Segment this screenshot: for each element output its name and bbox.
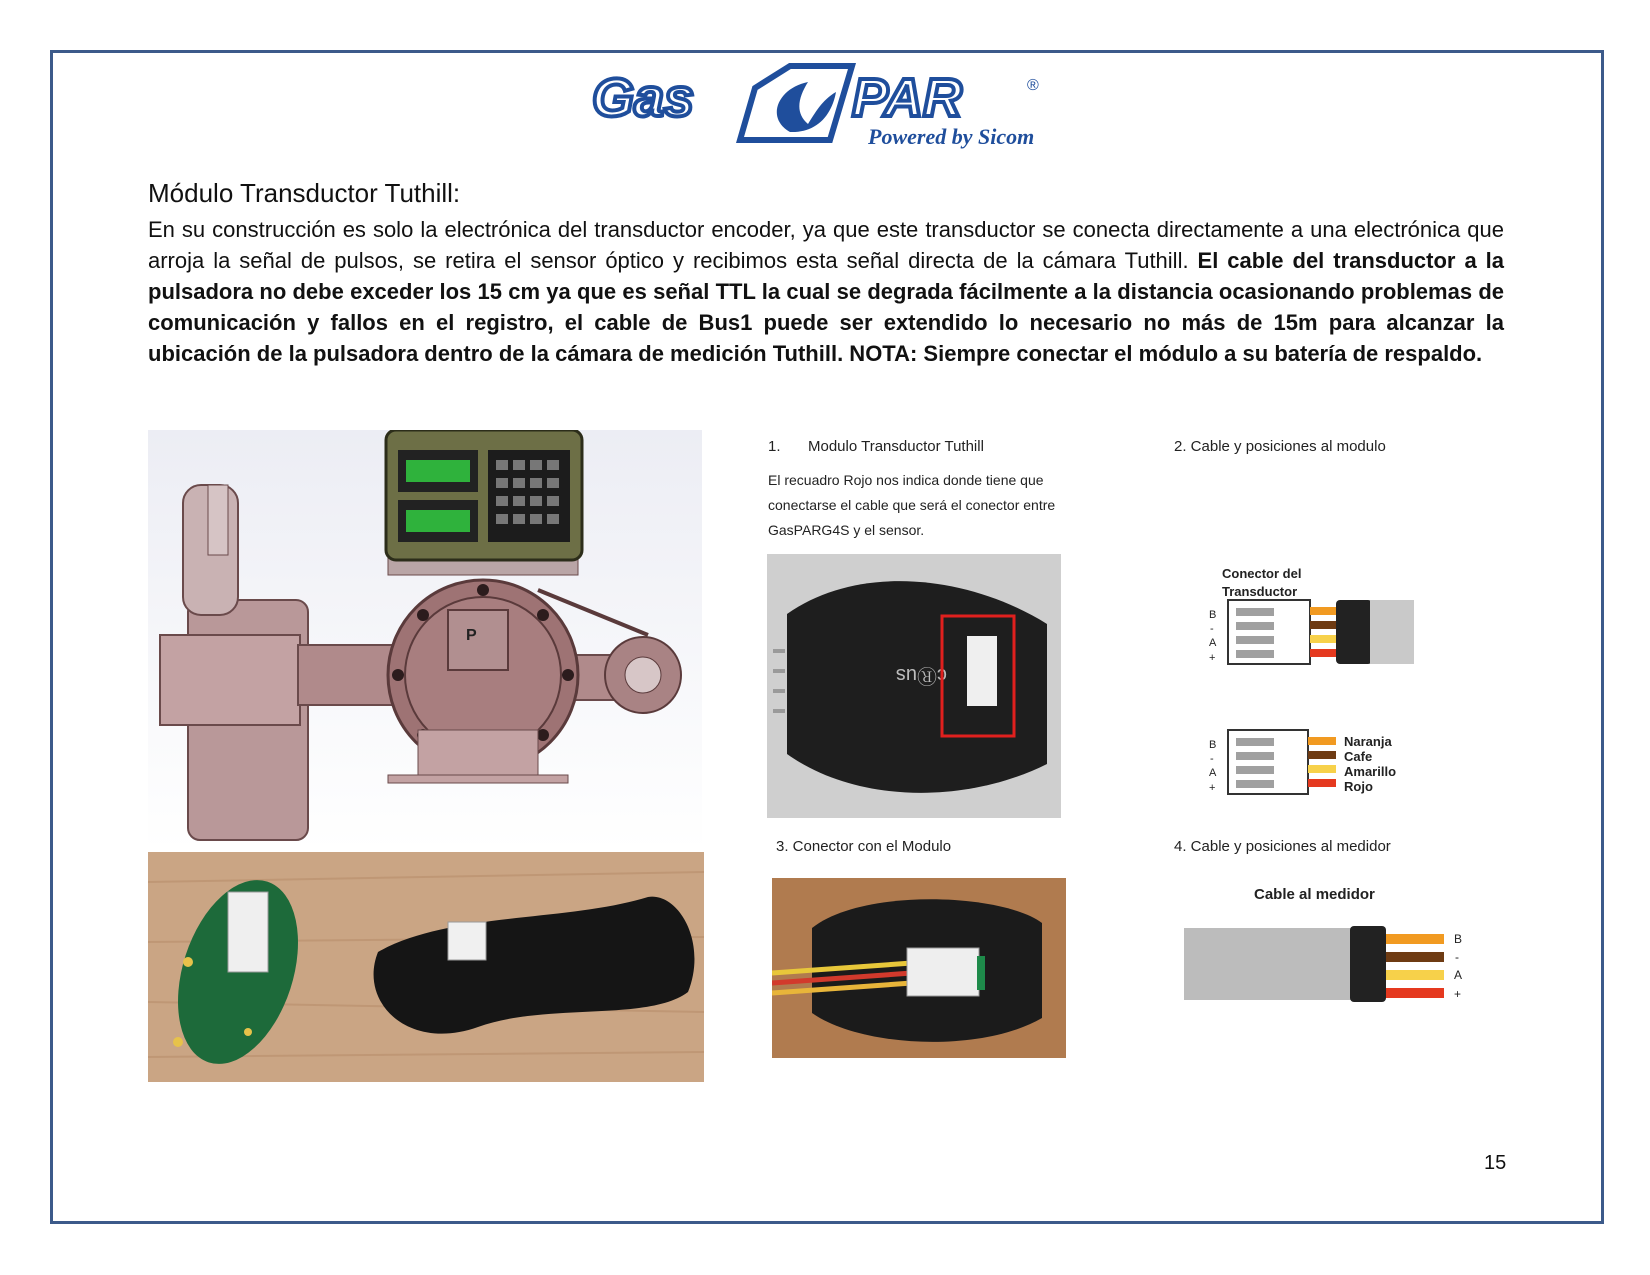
svg-text:-: - (1455, 950, 1459, 964)
module-photo (767, 554, 1061, 818)
svg-text:A: A (1209, 637, 1217, 649)
step2-title: 2. Cable y posiciones al modulo (1174, 438, 1386, 455)
svg-text:Gas: Gas (592, 68, 695, 128)
step1-description: El recuadro Rojo nos indica donde tiene que conectarse el cable que será el conector entre GasPARG4S y el sensor. (768, 472, 1056, 538)
svg-text:A: A (1454, 968, 1463, 982)
section-title: Módulo Transductor Tuthill: (148, 178, 461, 208)
svg-text:-: - (1210, 623, 1214, 635)
cable-label: Cable al medidor (1254, 886, 1375, 903)
svg-text:®: ® (1027, 77, 1039, 94)
svg-text:+: + (1454, 987, 1462, 1001)
step4-title: 4. Cable y posiciones al medidor (1174, 838, 1391, 855)
svg-text:Naranja: Naranja (1344, 734, 1392, 749)
svg-text:B: B (1454, 932, 1463, 946)
connector-label: Conector del Transductor (1222, 566, 1302, 599)
tuthill-meter-drawing (148, 430, 702, 850)
step1-number: 1. (768, 438, 781, 455)
connector-module-photo (772, 878, 1066, 1058)
meter-cable-diagram (1184, 922, 1484, 1006)
svg-text:cⓇus: cⓇus (895, 664, 947, 686)
svg-text:-: - (1210, 753, 1214, 765)
paragraph-bold: El cable del transductor a la pulsadora no debe exceder los 15 cm ya que es señal TTL la cual se degrada fácilmente a la distancia ocasionando problemas de comunicación y fallos en el registro, el cable de Bus1 puede ser extendido lo necesario no más de 15m para alcanzar la ubicación de la pulsadora dentro de la cámara de medición Tuthill. NOTA: Siempre conectar el módulo a su batería de respaldo. (148, 248, 1504, 366)
svg-text:Amarillo: Amarillo (1344, 764, 1397, 779)
svg-text:A: A (1209, 767, 1217, 779)
logo-tagline: Powered by Sicom (868, 124, 1035, 149)
svg-text:B: B (1209, 739, 1217, 751)
step3-title: 3. Conector con el Modulo (776, 838, 952, 855)
step1-title: Modulo Transductor Tuthill (808, 438, 984, 455)
paragraph-normal: En su construcción es solo la electrónica del transductor encoder, ya que este transductor se conecta directamente a una electrónica que arroja la señal de pulsos, se retira el sensor óptico y recibimos esta señal directa de la cámara Tuthill. (148, 217, 1504, 273)
section-paragraph (148, 214, 1504, 369)
transducer-connector-diagram (1198, 596, 1418, 668)
svg-text:+: + (1209, 652, 1216, 664)
svg-text:+: + (1209, 782, 1216, 794)
svg-text:P: P (466, 627, 477, 644)
svg-text:B: B (1209, 609, 1217, 621)
svg-text:Cafe: Cafe (1344, 749, 1373, 764)
wire-color-diagram (1198, 726, 1418, 798)
svg-text:Rojo: Rojo (1344, 779, 1373, 794)
transducer-board-photo (148, 852, 704, 1082)
svg-text:PAR: PAR (852, 68, 963, 128)
page-number: 15 (1484, 1152, 1507, 1174)
